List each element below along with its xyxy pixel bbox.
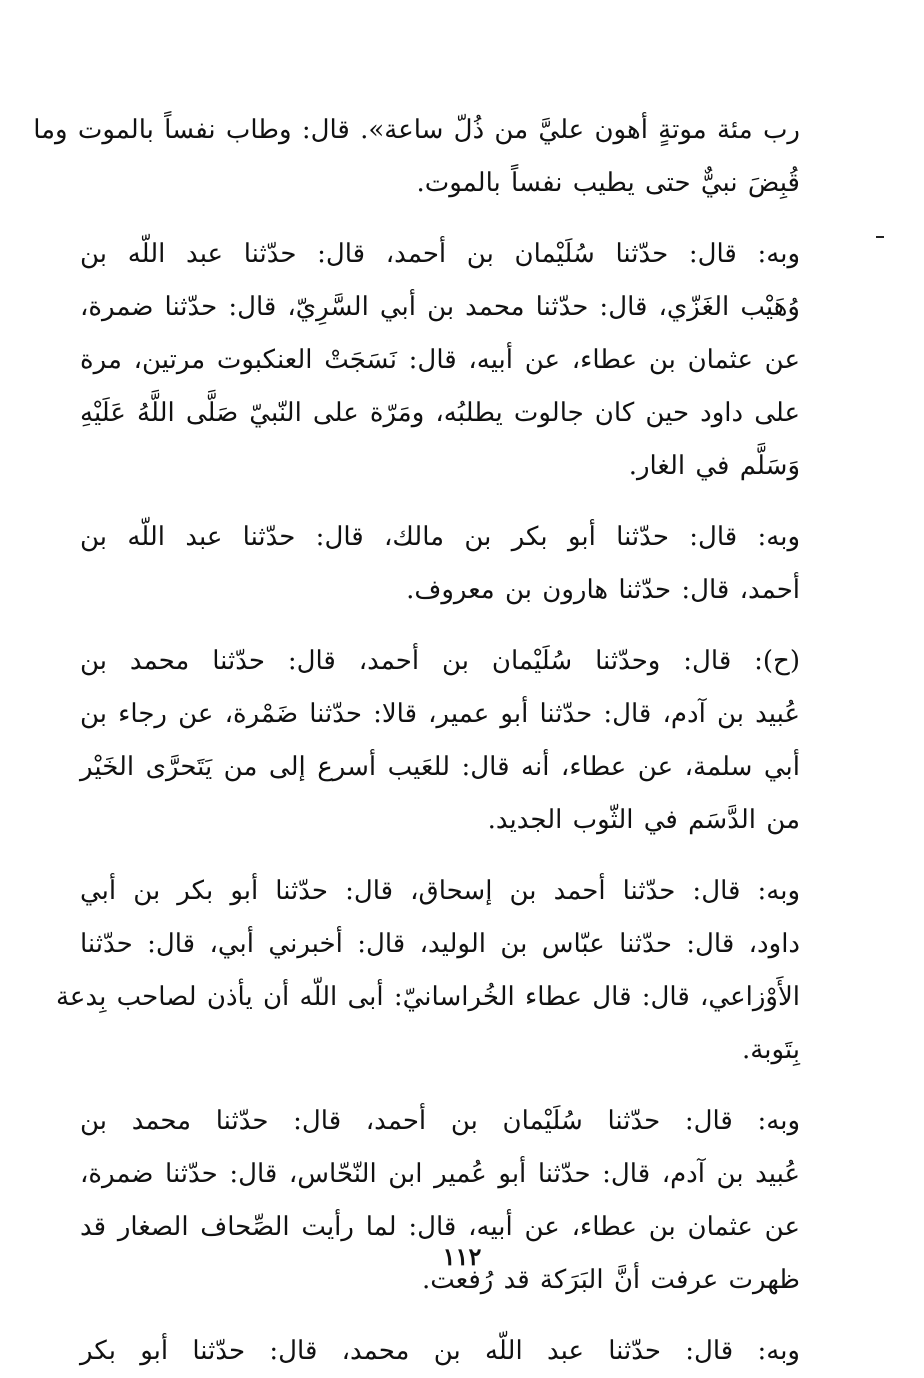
text-line: الأَوْزاعي، قال: قال عطاء الخُراسانيّ: أبى اللّه أن يأذن لصاحب بِدعة [55,982,800,1012]
text-line: داود، قال: حدّثنا عبّاس بن الوليد، قال: أخبرني أبي، قال: حدّثنا [80,929,800,959]
text-line: عن عثمان بن عطاء، عن أبيه، قال: نَسَجَتْ العنكبوت مرتين، مرة [80,345,800,375]
text-line: على داود حين كان جالوت يطلبُه، ومَرّة على النّبيّ صَلَّى اللَّهُ عَلَيْهِ [80,398,800,428]
paragraph-5 [55,865,800,1077]
text-line: رب مئة موتةٍ أهون عليَّ من ذُلّ ساعة». قال: وطاب نفساً بالموت وما [33,115,800,145]
text-line: وبه: قال: حدّثنا أحمد بن إسحاق، قال: حدّثنا أبو بكر بن أبي [80,876,800,906]
text-line: وُهَيْب الغَزّي، قال: حدّثنا محمد بن أبي السَّرِيّ، قال: حدّثنا ضمرة، [80,292,800,322]
text-line: وبه: قال: حدّثنا عبد اللّه بن محمد، قال: حدّثنا أبو بكر [80,1336,800,1366]
paragraph-1 [33,104,800,210]
text-line: من الدَّسَم في الثّوب الجديد. [487,805,800,835]
paragraph-gap [80,847,800,865]
margin-mark [876,236,884,238]
text-line: أبي سلمة، عن عطاء، أنه قال: للعَيب أسرع إلى من يَتَحرَّى الخَيْر [80,752,800,782]
text-line: عُبيد بن آدم، قال: حدّثنا أبو عمير، قالا: حدّثنا ضَمْرة، عن رجاء بن [80,699,800,729]
text-line: أحمد، قال: حدّثنا هارون بن معروف. [406,575,800,605]
page-body [33,104,800,1366]
paragraph-gap [80,1077,800,1095]
text-line: قُبِضَ نبيٌّ حتى يطيب نفساً بالموت. [416,168,800,198]
text-line: ظهرت عرفت أنَّ البَرَكة قد رُفعت. [421,1265,800,1295]
paragraph-4 [80,635,800,847]
paragraph-gap [80,493,800,511]
text-line: عُبيد بن آدم، قال: حدّثنا أبو عُمير ابن النّحّاس، قال: حدّثنا ضمرة، [80,1159,800,1189]
text-line: (ح): قال: وحدّثنا سُلَيْمان بن أحمد، قال: حدّثنا محمد بن [80,646,800,676]
paragraph-3 [80,511,800,617]
paragraph-gap [80,210,800,228]
text-line: وَسَلَّم في الغار. [628,451,800,481]
text-line: وبه: قال: حدّثنا أبو بكر بن مالك، قال: حدّثنا عبد اللّه بن [80,522,800,552]
text-line: وبه: قال: حدّثنا سُلَيْمان بن أحمد، قال: حدّثنا محمد بن [80,1106,800,1136]
page-number: ١١٢ [442,1242,482,1271]
paragraph-gap [80,1307,800,1325]
paragraph-6 [80,1095,800,1307]
paragraph-7 [80,1325,800,1378]
paragraph-2 [80,228,800,493]
text-line: عن عثمان بن عطاء، عن أبيه، قال: لما رأيت الصِّحاف الصغار قد [80,1212,800,1242]
paragraph-gap [80,617,800,635]
text-line: وبه: قال: حدّثنا سُلَيْمان بن أحمد، قال: حدّثنا عبد اللّه بن [80,239,800,269]
text-line: بِتَوبة. [742,1035,800,1065]
